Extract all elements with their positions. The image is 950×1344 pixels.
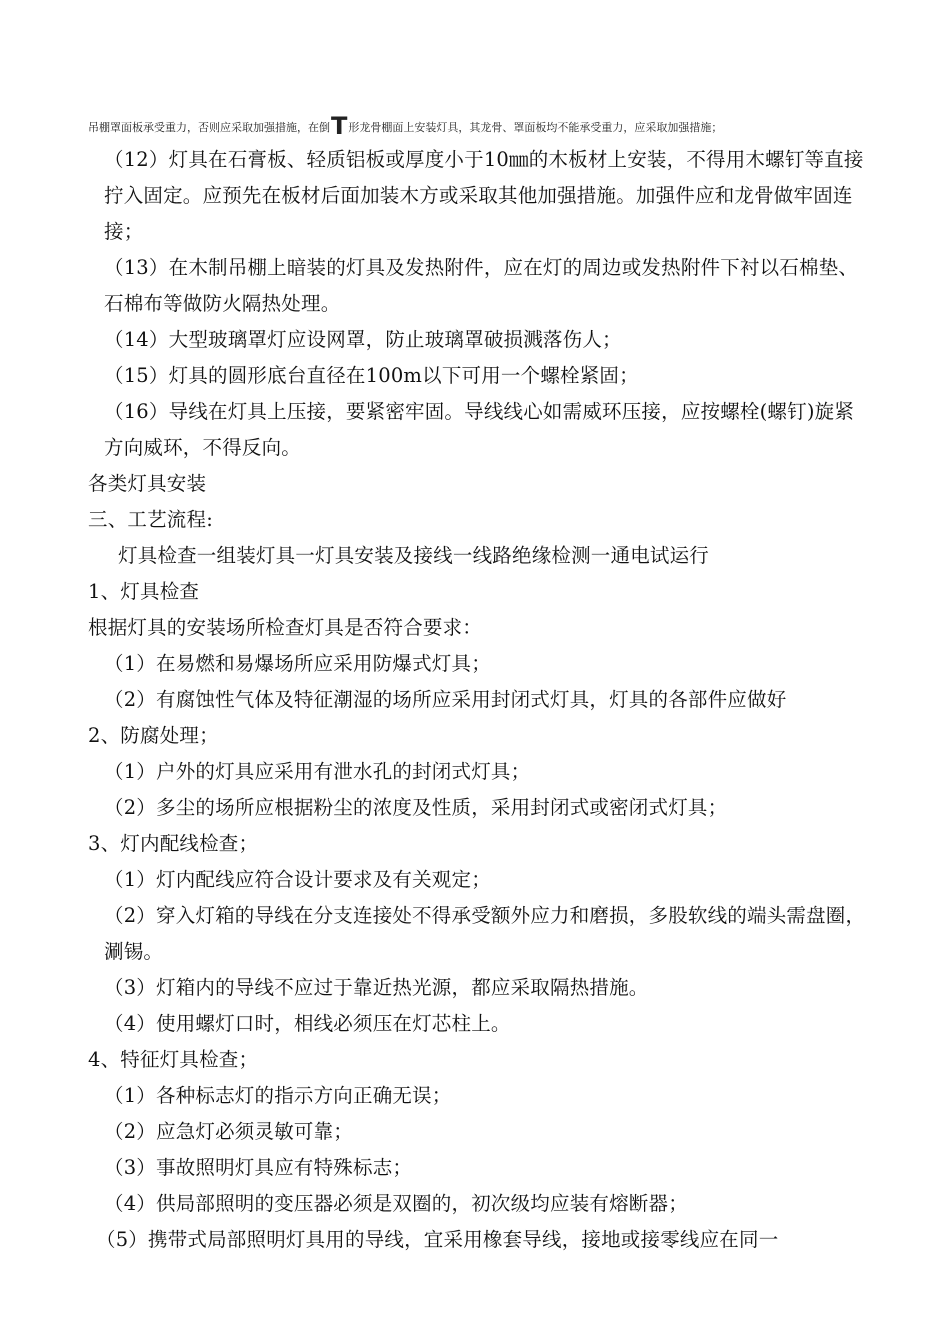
body-text xyxy=(88,142,868,1258)
process-flow-line: 灯具检查一组装灯具一灯具安装及接线一线路绝缘检测一通电试运行 xyxy=(118,544,710,567)
lamp-inspection-intro: 根据灯具的安装场所检查灯具是否符合要求： xyxy=(88,616,483,639)
list-item: （1）在易燃和易爆场所应采用防爆式灯具； xyxy=(104,652,491,675)
paragraph-item-14: （14）大型玻璃罩灯应设网罩，防止玻璃罩破损溅落伤人； xyxy=(104,328,622,351)
list-item: （2）多尘的场所应根据粉尘的浓度及性质，采用封闭式或密闭式灯具； xyxy=(104,796,728,819)
list-item: （2）有腐蚀性气体及特征潮湿的场所应采用封闭式灯具，灯具的各部件应做好 xyxy=(104,688,787,711)
t-shape-glyph: T xyxy=(331,112,348,140)
list-item: （1）各种标志灯的指示方向正确无误； xyxy=(104,1084,452,1107)
section-heading-lamp-install: 各类灯具安装 xyxy=(88,472,207,495)
list-item: （3）灯箱内的导线不应过于靠近热光源，都应采取隔热措施。 xyxy=(104,976,649,999)
heading-special-lamp: 4、特征灯具检查； xyxy=(88,1048,259,1071)
top-note-part1: 吊棚罩面板承受重力，否则应采取加强措施，在倒 xyxy=(88,121,330,134)
top-note-part2: 形龙骨棚面上安装灯具，其龙骨、罩面板均不能承受重力，应采取加强措施； xyxy=(348,121,723,134)
list-item: （2）穿入灯箱的导线在分支连接处不得承受额外应力和磨损，多股软线的端头需盘圈，涮锡。 xyxy=(104,904,866,963)
top-note-line xyxy=(88,112,908,140)
list-item: （1）灯内配线应符合设计要求及有关观定； xyxy=(104,868,491,891)
paragraph-item-12: （12）灯具在石膏板、轻质铝板或厚度小于10㎜的木板材上安装，不得用木螺钉等直接拧入固定。应预先在板材后面加装木方或采取其他加强措施。加强件应和龙骨做牢固连接； xyxy=(104,148,864,243)
list-item: （2）应急灯必须灵敏可靠； xyxy=(104,1120,354,1143)
list-item: （5）携带式局部照明灯具用的导线，宜采用橡套导线，接地或接零线应在同一 xyxy=(96,1228,779,1251)
list-item: （1）户外的灯具应采用有泄水孔的封闭式灯具； xyxy=(104,760,531,783)
paragraph-item-13: （13）在木制吊棚上暗装的灯具及发热附件，应在灯的周边或发热附件下衬以石棉垫、石棉布等做防火隔热处理。 xyxy=(104,256,859,315)
list-item: （4）供局部照明的变压器必须是双圈的，初次级均应装有熔断器； xyxy=(104,1192,688,1215)
paragraph-item-16: （16）导线在灯具上压接，要紧密牢固。导线线心如需威环压接，应按螺栓(螺钉)旋紧方向威环，不得反向。 xyxy=(104,400,855,459)
heading-anticorrosion: 2、防腐处理； xyxy=(88,724,219,747)
list-item: （4）使用螺灯口时，相线必须压在灯芯柱上。 xyxy=(104,1012,511,1035)
paragraph-item-15: （15）灯具的圆形底台直径在100m以下可用一个螺栓紧固； xyxy=(104,364,639,387)
list-item: （3）事故照明灯具应有特殊标志； xyxy=(104,1156,413,1179)
section-heading-process-flow: 三、工艺流程: xyxy=(88,508,213,531)
heading-internal-wiring: 3、灯内配线检查； xyxy=(88,832,259,855)
heading-lamp-inspection: 1、灯具检查 xyxy=(88,580,200,603)
